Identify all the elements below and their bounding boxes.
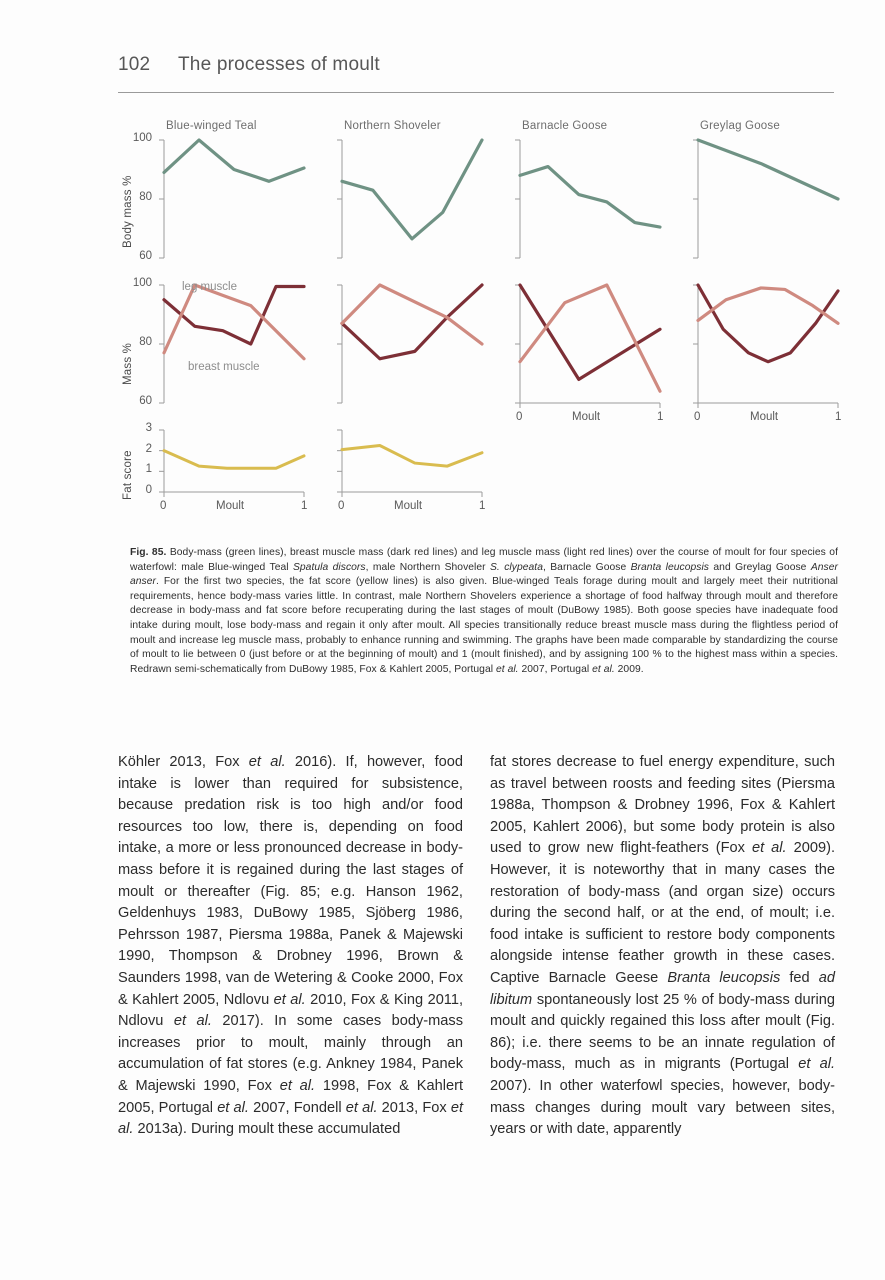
latin-phrase: ad libitum	[490, 969, 835, 1008]
plot-barnacle-goose-body-mass-	[512, 140, 666, 260]
x-axis-title: Moult	[216, 500, 245, 512]
caption-label: Fig. 85.	[130, 547, 167, 558]
y-tick-label: 100	[132, 132, 152, 144]
etal: et al.	[217, 1099, 249, 1116]
caption-text: Body-mass (green lines), breast muscle mass (dark red lines) and leg muscle mass (light red lines) over the course of moult for four species of waterfowl: male Blue-winged Teal	[130, 547, 838, 573]
x-axis-title: Moult	[394, 500, 423, 512]
x-tick-label-0: 0	[160, 500, 167, 512]
figure-panel-grid	[118, 120, 858, 540]
plot-blue-winged-teal-fat-score	[156, 430, 310, 494]
y-tick-label: 80	[139, 336, 152, 348]
y-axis-label-row-2: Mass %	[122, 342, 134, 385]
panel-title-greylag-goose: Greylag Goose	[700, 120, 780, 132]
caption-text: . For the first two species, the fat score (yellow lines) is also given. Blue-winged Teals forage during moult and largely meet their nutritional requirements, hence body-mass varies little. In contrast, male Northern Shovelers experience a shortage of food halfway through moult and therefore decrease in body-mass and fat score before recuperating during the last stages of moult (DuBowy 1985). Both goose species have inadequate food intake during moult, lose body-mass and regain it only after moult. All species transitionally reduce breast muscle mass during the flightless period of moult and increase leg muscle mass, probably to enhance running and swimming. The graphs have been made comparable by standardizing the course of moult to lie between 0 (just before or at the beginning of moult) and 1 (moult finished), and by assigning 100 % to the highest mass within a species. Redrawn semi-schematically from DuBowy 1985, Fox & Kahlert 2005, Portugal	[130, 576, 838, 675]
x-tick-label-1: 1	[301, 500, 308, 512]
etal: et al.	[248, 754, 286, 770]
body-column-left	[118, 752, 463, 1141]
caption-text: and Greylag Goose	[709, 561, 811, 573]
species-name: Branta leucopsis	[667, 969, 781, 986]
plot-greylag-goose-mass-	[690, 285, 844, 405]
x-tick-label-0: 0	[694, 411, 701, 423]
etal: et al.	[345, 1099, 378, 1116]
figure-caption	[130, 546, 838, 677]
body-text: fat stores decrease to fuel energy expenditure, such as travel between roosts and feeding sites (Piersma 1988a, Thompson & Drobney 1996, Fox & Kahlert 2005, Kahlert 2006), but some body protein is also used to grow new flight-feathers (Fox	[490, 754, 835, 857]
x-axis-title: Moult	[572, 411, 601, 423]
y-axis-label-row-1: Body mass %	[122, 175, 134, 248]
series-fat-score	[342, 446, 482, 467]
caption-species-4: Anser anser	[130, 561, 838, 588]
chapter-title: The processes of moult	[178, 54, 380, 75]
etal: et al.	[118, 1099, 464, 1138]
y-tick-label: 80	[139, 191, 152, 203]
body-text: 2016). If, however, food intake is lower than required for subsistence, because predation risk is too high and/or food resources too low, there is, depending on food intake, a more or less pronounced decrease in body-mass before it is regained during the last stages of moult or thereafter (Fig. 85; e.g. Hanson 1962, Geldenhuys 1983, DuBowy 1985, Sjöberg 1986, Pehrsson 1987, Piersma 1988a, Panek & Majewski 1990, Thompson & Drobney 1996, Brown & Saunders 1998, van de Wetering & Cooke 2000, Fox & Kahlert 2005, Ndlovu	[118, 754, 464, 1008]
series-leg-muscle	[164, 285, 304, 359]
x-tick-label-1: 1	[657, 411, 664, 423]
x-axis-title: Moult	[750, 411, 779, 423]
paragraph	[490, 752, 835, 1141]
y-tick-label: 0	[145, 484, 152, 496]
caption-species-1: Spatula discors	[292, 561, 366, 573]
plot-barnacle-goose-mass-	[512, 285, 666, 405]
y-tick-label: 3	[145, 422, 152, 434]
series-body-mass	[164, 140, 304, 181]
body-text: 2010, Fox & King 2011, Ndlovu	[118, 991, 464, 1030]
body-text: 1998, Fox & Kahlert 2005, Portugal	[118, 1077, 464, 1116]
body-text: 2007, Fondell	[248, 1099, 346, 1116]
series-body-mass	[520, 167, 660, 227]
caption-text: , Barnacle Goose	[542, 561, 631, 573]
running-head	[118, 45, 834, 85]
y-tick-label: 100	[132, 277, 152, 289]
body-text: 2007). In other waterfowl species, however, body-mass changes during moult vary between sites, years or with date, apparently	[490, 1077, 835, 1138]
y-tick-label: 1	[145, 463, 152, 476]
page-number: 102	[118, 54, 151, 75]
panel-title-barnacle-goose: Barnacle Goose	[522, 120, 608, 132]
panel-title-northern-shoveler: Northern Shoveler	[344, 120, 441, 132]
x-tick-label-1: 1	[835, 411, 842, 423]
series-leg-muscle	[698, 288, 838, 323]
caption-text: 2009.	[614, 663, 644, 675]
body-text: 2013a). During moult these accumulated	[133, 1121, 401, 1138]
body-text: Köhler 2013, Fox	[118, 754, 249, 770]
plot-northern-shoveler-body-mass-	[334, 140, 488, 260]
y-axis-label-row-3: Fat score	[122, 450, 134, 500]
caption-species-3: Branta leucopsis	[630, 561, 710, 573]
series-body-mass	[698, 140, 838, 199]
plot-greylag-goose-body-mass-	[690, 140, 844, 260]
plot-blue-winged-teal-mass-	[156, 285, 310, 405]
body-column-right	[490, 752, 835, 1141]
y-tick-label: 60	[139, 250, 152, 262]
paragraph	[118, 752, 463, 1141]
etal: et al.	[798, 1056, 835, 1073]
etal: et al.	[273, 991, 306, 1008]
body-text: 2017). In some cases body-mass increases prior to moult, mainly through an accumulation of fat stores (e.g. Ankney 1984, Panek & Majewski 1990, Fox	[118, 1013, 464, 1094]
etal: et al.	[279, 1077, 316, 1094]
series-leg-muscle	[342, 285, 482, 344]
caption-text: 2007, Portugal	[518, 663, 593, 675]
body-text: 2009). However, it is noteworthy that in many cases the restoration of body-mass (and organ size) occurs during the second half, or at the end, of moult; i.e. food intake is sufficient to restore body components alongside intense feather growth in these cases. Captive Barnacle Geese	[490, 840, 836, 986]
plot-northern-shoveler-fat-score	[334, 430, 488, 494]
x-tick-label-0: 0	[338, 500, 345, 512]
figure-85	[118, 120, 858, 540]
body-text: spontaneously lost 25 % of body-mass during moult and quickly regained this loss after moult (Fig. 86); i.e. there seems to be an innate regulation of body-mass, much as in migrants (Portugal	[490, 991, 835, 1073]
series-breast-muscle	[164, 286, 304, 344]
series-breast-muscle	[342, 285, 482, 359]
header-rule	[118, 92, 834, 93]
caption-text: , male Northern Shoveler	[365, 561, 491, 573]
plot-northern-shoveler-mass-	[334, 285, 488, 405]
panel-title-blue-winged-teal: Blue-winged Teal	[166, 120, 257, 132]
series-label-breast-muscle: breast muscle	[188, 361, 260, 373]
series-fat-score	[164, 451, 304, 469]
body-text: 2013, Fox	[377, 1099, 451, 1116]
caption-etal: et al.	[495, 663, 519, 675]
series-breast-muscle	[698, 285, 838, 362]
body-text: fed	[780, 969, 819, 986]
series-label-leg-muscle: leg muscle	[182, 281, 237, 293]
x-tick-label-0: 0	[516, 411, 523, 423]
etal: et al.	[751, 840, 787, 857]
series-leg-muscle	[520, 285, 660, 391]
etal: et al.	[173, 1013, 212, 1030]
series-body-mass	[342, 140, 482, 239]
plot-blue-winged-teal-body-mass-	[156, 140, 310, 260]
x-tick-label-1: 1	[479, 500, 486, 512]
y-tick-label: 60	[139, 395, 152, 407]
caption-species-2: S. clypeata	[490, 561, 543, 573]
y-tick-label: 2	[145, 442, 152, 455]
caption-etal: et al.	[592, 663, 615, 675]
